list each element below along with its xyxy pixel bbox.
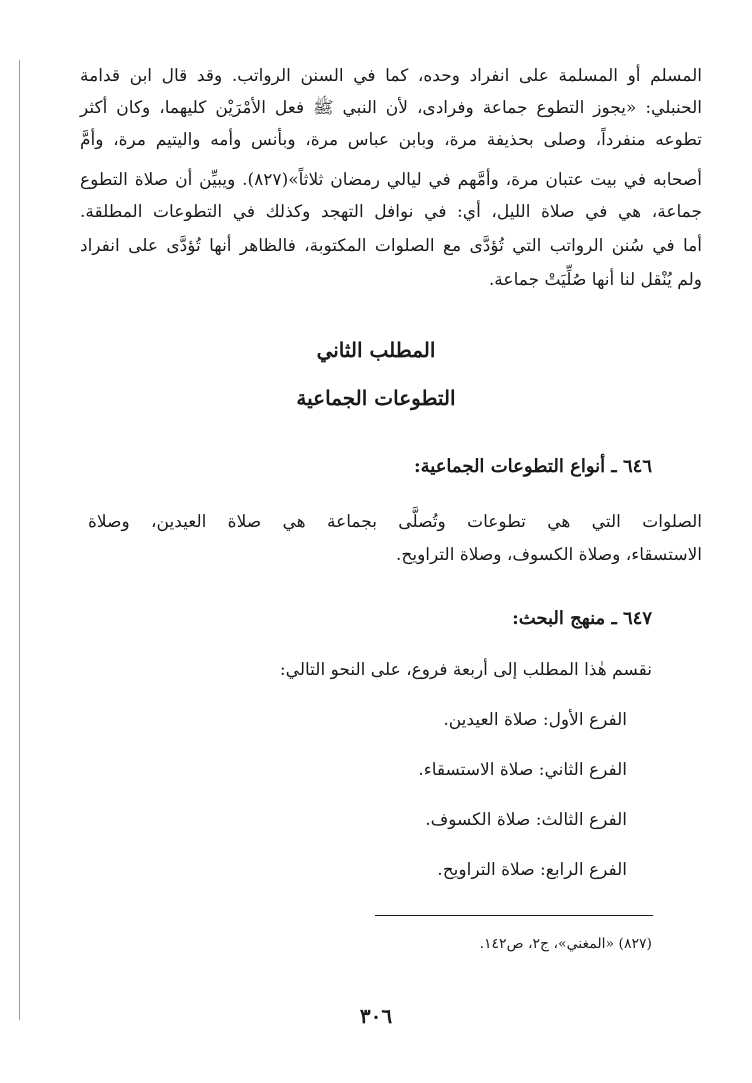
paragraph-line: المسلم أو المسلمة على انفراد وحده، كما في السنن الرواتب. وقد قال ابن قدامة (80, 66, 702, 86)
item-646-title: ٦٤٦ ـ أنواع التطوعات الجماعية: (413, 456, 652, 477)
branch-item: الفرع الثالث: صلاة الكسوف. (425, 810, 627, 830)
item-647-intro: نقسم هٰذا المطلب إلى أربعة فروع، على النحو التالي: (279, 660, 652, 680)
branch-item: الفرع الأول: صلاة العيدين. (443, 710, 627, 730)
paragraph-line: أصحابه في بيت عتبان مرة، وأمَّهم في ليالي رمضان ثلاثاً»(٨٢٧). ويبيِّن أن صلاة التطوع (80, 170, 703, 190)
paragraph-line: أما في سُنن الرواتب التي تُؤدَّى مع الصلوات المكتوبة، فالظاهر أنها تُؤدَّى على انفراد (80, 236, 702, 256)
paragraph-line: جماعة، هي في صلاة الليل، أي: في نوافل التهجد وكذلك في التطوعات المطلقة. (80, 202, 702, 222)
paragraph-line: تطوعه منفرداً، وصلى بحذيفة مرة، وبابن عباس مرة، وبأنس وأمه واليتيم مرة، وأمَّ (80, 130, 702, 150)
footnote-separator (375, 915, 653, 916)
paragraph-line: ولم يُنْقل لنا أنها صُلِّيَتْ جماعة. (488, 270, 702, 290)
footnote: (٨٢٧) «المغني»، ج٢، ص١٤٢. (479, 936, 652, 952)
page-number: ٣٠٦ (359, 1004, 393, 1028)
item-647-title: ٦٤٧ ـ منهج البحث: (512, 608, 652, 629)
page-edge-line (19, 60, 20, 1020)
body-line: الصلوات التي هي تطوعات وتُصلَّى بجماعة هي صلاة العيدين، وصلاة (88, 512, 702, 532)
section-heading: المطلب الثاني (316, 338, 436, 362)
body-line: الاستسقاء، وصلاة الكسوف، وصلاة التراويح. (395, 545, 702, 565)
paragraph-line: الحنبلي: «يجوز التطوع جماعة وفرادى، لأن النبي ﷺ فعل الأمْرَيْن كليهما، وكان أكثر (80, 98, 702, 118)
section-subheading: التطوعات الجماعية (296, 386, 456, 410)
branch-item: الفرع الرابع: صلاة التراويح. (437, 860, 627, 880)
branch-item: الفرع الثاني: صلاة الاستسقاء. (418, 760, 627, 780)
